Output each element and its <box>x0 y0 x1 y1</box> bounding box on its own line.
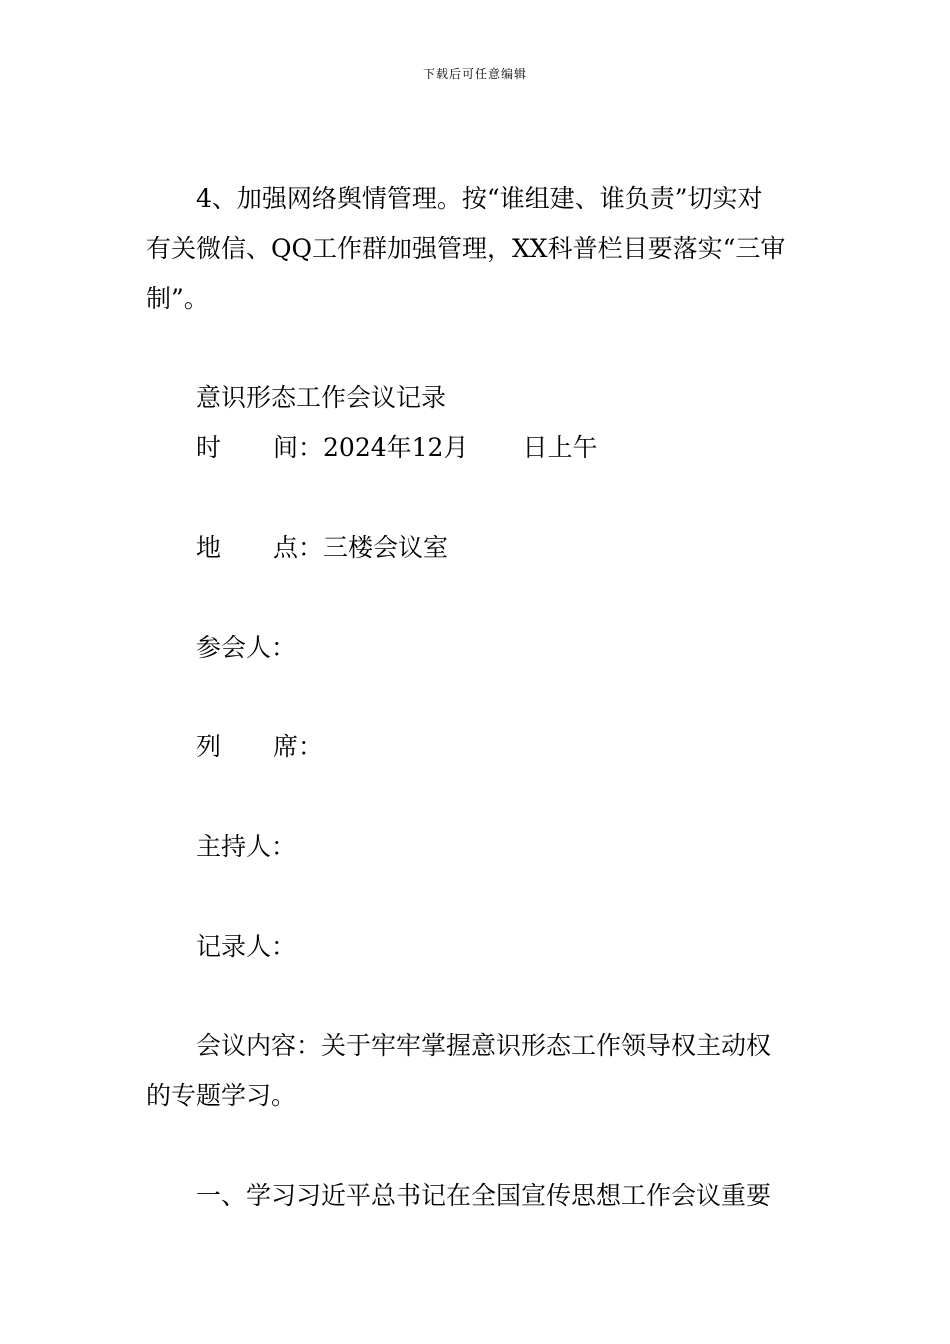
record-title: 意识形态工作会议记录 <box>196 383 447 412</box>
present-label-b: 席： <box>273 732 324 761</box>
page-header: 下载后可任意编辑 <box>422 67 527 81</box>
place-label-a: 地 <box>196 533 222 562</box>
content-line: 的专题学习。 <box>146 1081 297 1110</box>
content-line: 会议内容：关于牢牢掌握意识形态工作领导权主动权 <box>196 1031 772 1060</box>
attendees-field: 参会人： <box>196 633 297 662</box>
paragraph-line: 有关微信、QQ工作群加强管理，XX科普栏目要落实“三审 <box>146 234 786 263</box>
paragraph-line: 4、加强网络舆情管理。按“谁组建、谁负责”切实对 <box>196 184 763 213</box>
time-suffix: 日上午 <box>522 433 598 462</box>
time-label-a: 时 <box>196 433 222 462</box>
section-heading: 一、学习习近平总书记在全国宣传思想工作会议重要 <box>196 1181 772 1210</box>
recorder-field: 记录人： <box>196 932 297 961</box>
time-label-b: 间：2024年12月 <box>273 433 469 462</box>
present-label-a: 列 <box>196 732 222 761</box>
place-label-b: 点：三楼会议室 <box>273 533 449 562</box>
host-field: 主持人： <box>196 832 297 861</box>
time-field <box>196 433 597 463</box>
paragraph-line: 制”。 <box>146 284 209 313</box>
place-field <box>196 533 448 563</box>
present-field <box>196 732 323 762</box>
